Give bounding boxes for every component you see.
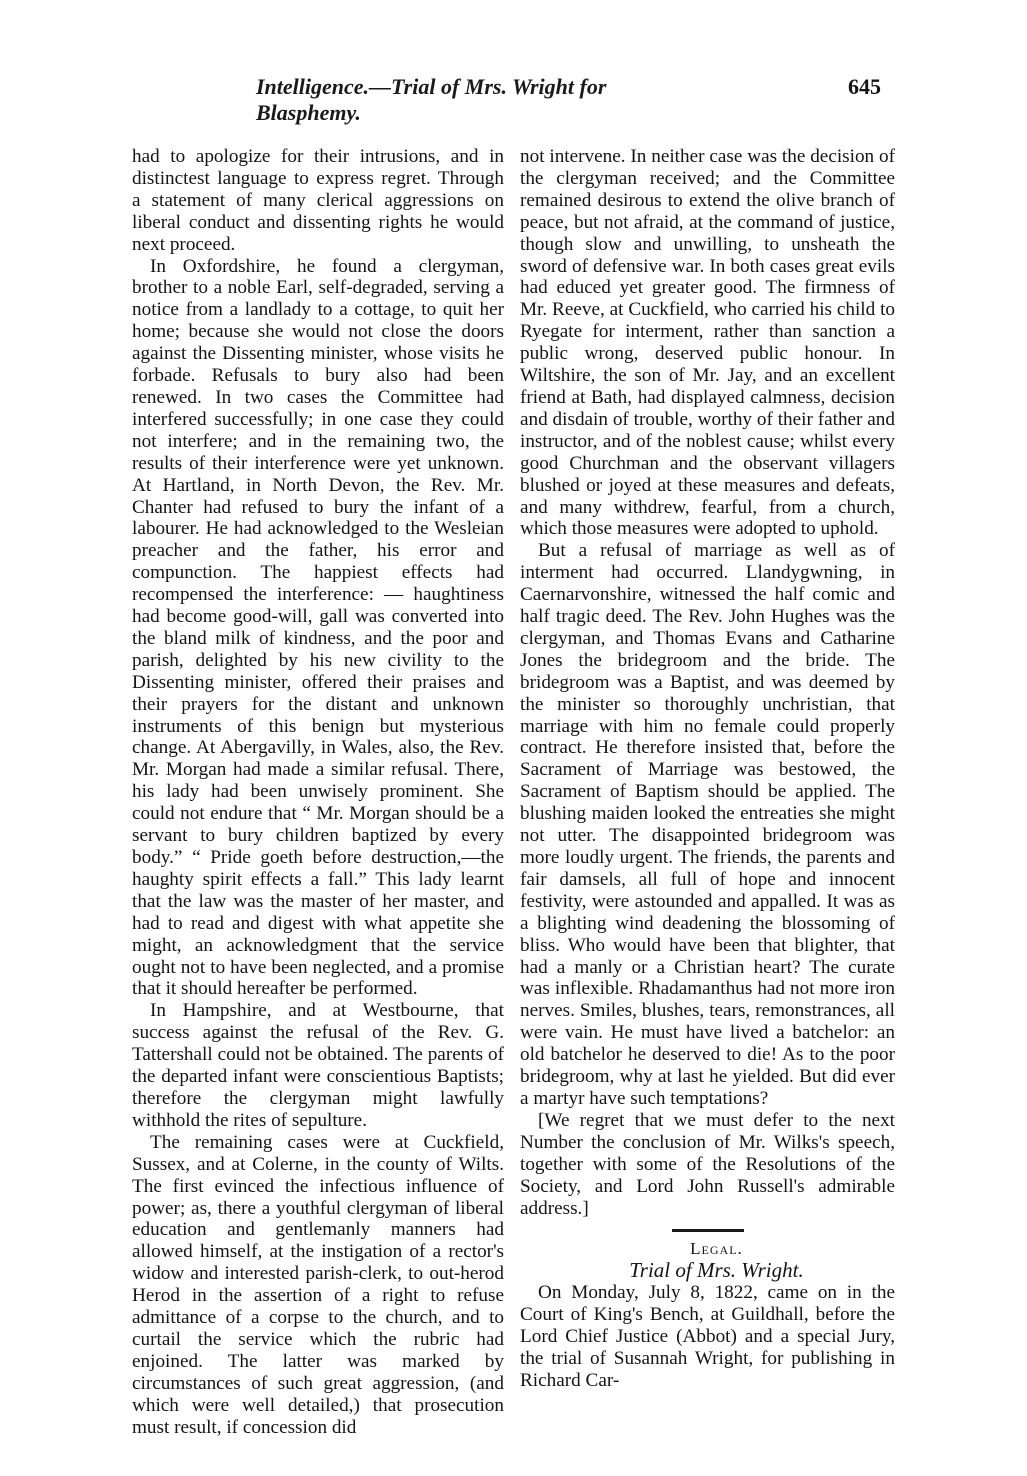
- section-divider: [672, 1229, 744, 1232]
- paragraph: But a refusal of marriage as well as of interment had occurred. Llandygwning, in Caernarvonshire, witnessed the half comic and half tragic deed. The Rev. John Hughes was the clergyman, and Thomas Evans and Catharine Jones the bridegroom and the bride. The bridegroom was a Baptist, and was deemed by the minister so thoroughly unchristian, that marriage with him no female could properly contract. He therefore insisted that, before the Sacrament of Marriage was bestowed, the Sacrament of Baptism should be applied. The blushing maiden looked the entreaties she might not utter. The disappointed bridegroom was more loudly urgent. The friends, the parents and fair damsels, all full of hope and innocent festivity, were astounded and appalled. It was as a blighting wind deadening the blossoming of bliss. Who would have been that blighter, that had a manly or a Christian heart? The curate was inflexible. Rhadamanthus had not more iron nerves. Smiles, blushes, tears, remonstrances, all were vain. He must have lived a batchelor: an old batchelor he deserved to die! As to the poor bridegroom, why at last he yielded. But did ever a martyr have such temptations?: [520, 540, 895, 1109]
- paragraph: On Monday, July 8, 1822, came on in the Court of King's Bench, at Guildhall, before the Lord Chief Justice (Abbot) and a special Jury, the trial of Susannah Wright, for publishing in Richard Car-: [520, 1282, 895, 1391]
- section-heading: Legal.: [690, 1239, 743, 1259]
- page-number: 645: [848, 74, 881, 99]
- paragraph: In Oxfordshire, he found a clergyman, brother to a noble Earl, self-degraded, serving a notice from a landlady to a cottage, to quit her home; because she would not close the doors against the Dissenting minister, whose visits he forbade. Refusals to bury also had been renewed. In two cases the Committee had interfered successfully; in one case they could not interfere; and in the remaining two, the results of their interference were yet unknown. At Hartland, in North Devon, the Rev. Mr. Chanter had refused to bury the infant of a labourer. He had acknowledged to the Wesleian preacher and the father, his error and compunction. The happiest effects had recompensed the interference: — haughtiness had become good-will, gall was converted into the bland milk of kindness, and the poor and parish, delighted by his new civility to the Dissenting minister, offered their praises and their prayers for the distant and unknown instruments of this benign but mysterious change. At Abergavilly, in Wales, also, the Rev. Mr. Morgan had made a similar refusal. There, his lady had been unwisely prominent. She could not endure that “ Mr. Morgan should be a servant to bury children baptized by every body.” “ Pride goeth before destruction,—the haughty spirit effects a fall.” This lady learnt that the law was the master of her master, and had to read and digest with what appetite she might, an acknowledgment that the service ought not to have been neglected, and a promise that it should hereafter be performed.: [132, 255, 504, 1000]
- running-title: Intelligence.—Trial of Mrs. Wright for Blasphemy.: [256, 74, 607, 125]
- right-column: [520, 146, 895, 1392]
- paragraph: In Hampshire, and at Westbourne, that success against the refusal of the Rev. G. Tattershall could not be obtained. The parents of the departed infant were conscientious Baptists; therefore the clergyman might lawfully withhold the rites of sepulture.: [132, 1000, 504, 1131]
- article-title: Trial of Mrs. Wright.: [629, 1258, 804, 1283]
- left-column: [132, 146, 504, 1438]
- paragraph: The remaining cases were at Cuckfield, Sussex, and at Colerne, in the county of Wilts. The first evinced the infectious influence of power; as, there a youthful clergyman of liberal education and gentlemanly manners had allowed himself, at the instigation of a rector's widow and interested parish-clerk, to out-herod Herod in the assertion of a right to refuse admittance of a corpse to the church, and to curtail the service which the rubric had enjoined. The latter was marked by circumstances of such great aggression, (and which were well detailed,) that prosecution must result, if concession did: [132, 1131, 504, 1438]
- paragraph: had to apologize for their intrusions, and in distinctest language to express regret. Through a statement of many clerical aggressions on liberal conduct and dissenting rights he would next proceed.: [132, 146, 504, 255]
- paragraph: [We regret that we must defer to the next Number the conclusion of Mr. Wilks's speech, together with some of the Resolutions of the Society, and Lord John Russell's admirable address.]: [520, 1109, 895, 1219]
- paragraph: not intervene. In neither case was the decision of the clergyman received; and the Committee remained desirous to extend the olive branch of peace, but not afraid, at the command of justice, though slow and unwilling, to unsheath the sword of defensive war. In both cases great evils had educed yet greater good. The firmness of Mr. Reeve, at Cuckfield, who carried his child to Ryegate for interment, rather than sanction a public wrong, deserved public honour. In Wiltshire, the son of Mr. Jay, and an excellent friend at Bath, had displayed calmness, decision and disdain of trouble, worthy of their father and instructor, and of the noblest cause; whilst every good Churchman and the observant villagers blushed or joyed at these measures and defeats, and many withdrew, fearful, from a church, which those measures were adopted to uphold.: [520, 146, 895, 540]
